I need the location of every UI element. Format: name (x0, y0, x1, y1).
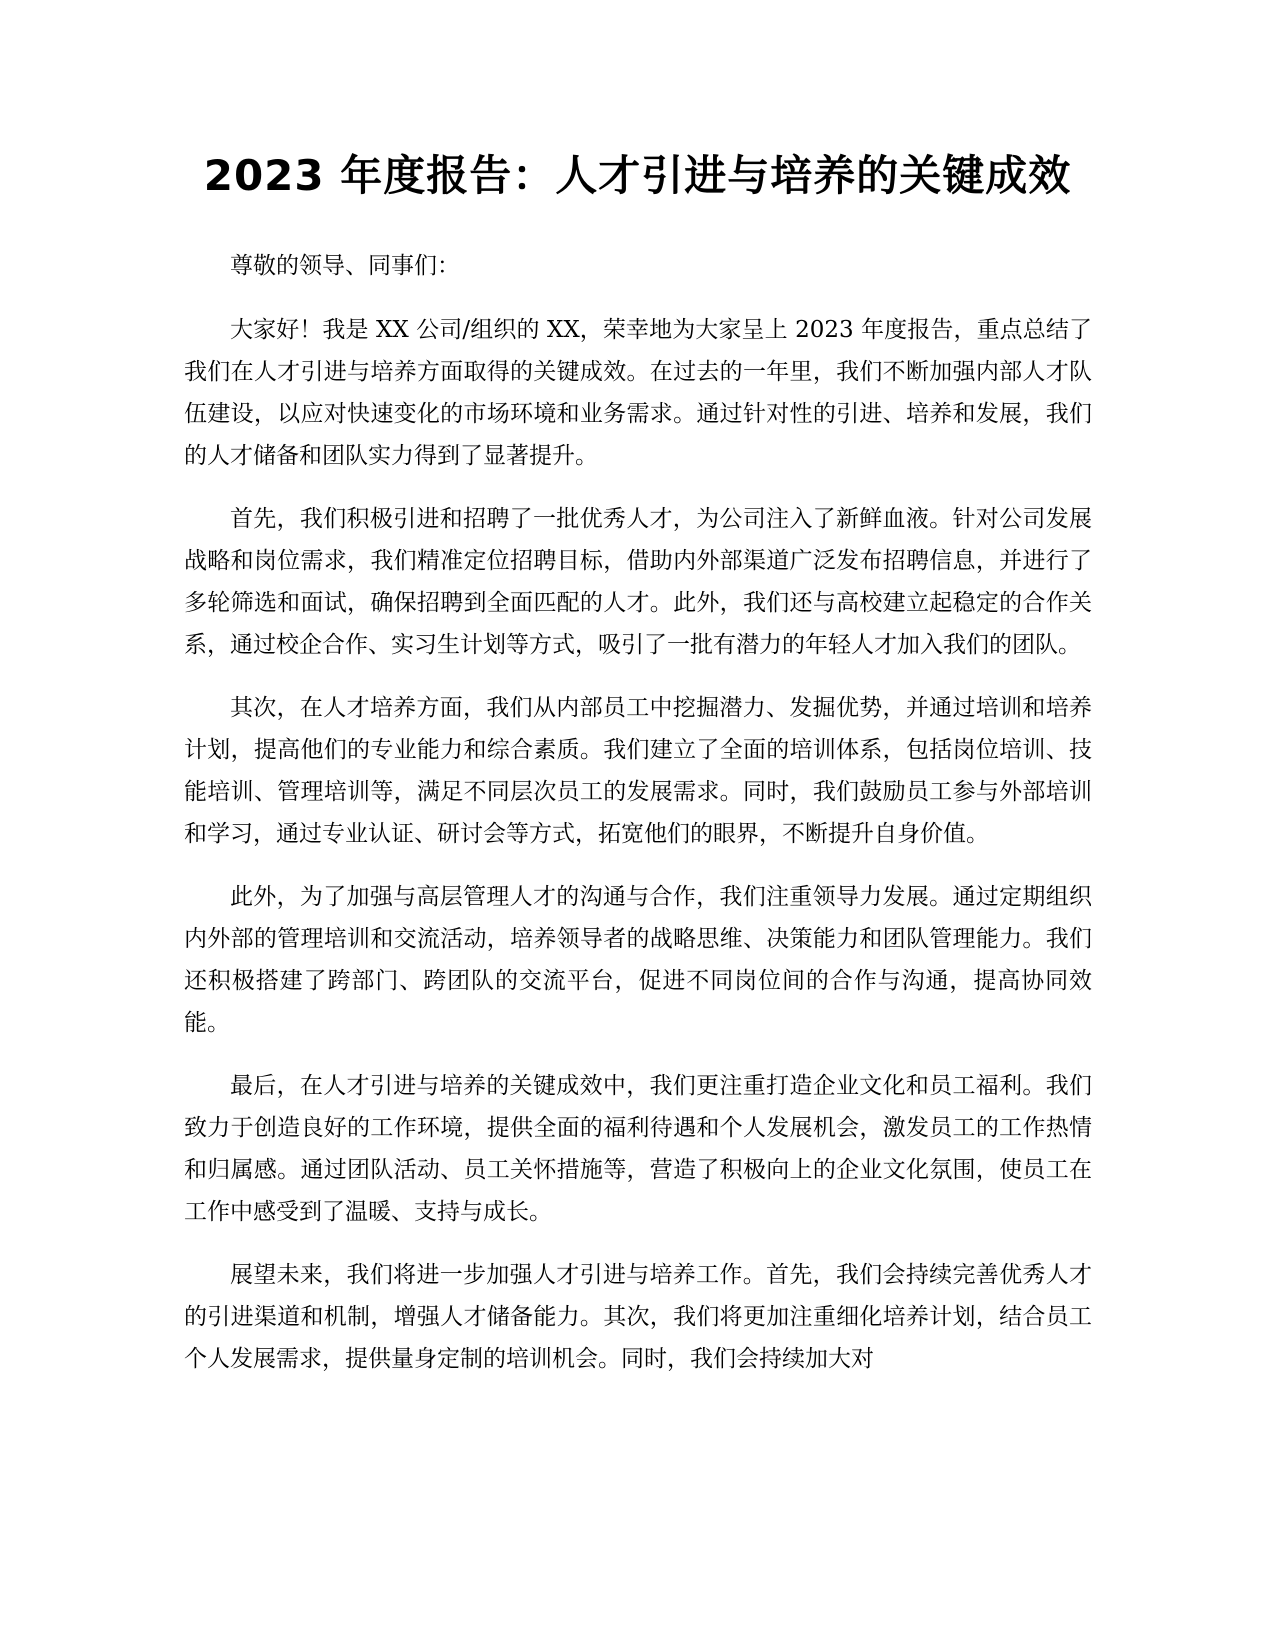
paragraph-training: 其次，在人才培养方面，我们从内部员工中挖掘潜力、发掘优势，并通过培训和培养计划，提高他们的专业能力和综合素质。我们建立了全面的培训体系，包括岗位培训、技能培训、管理培训等，满足不同层次员工的发展需求。同时，我们鼓励员工参与外部培训和学习，通过专业认证、研讨会等方式，拓宽他们的眼界，不断提升自身价值。 (184, 695, 1092, 847)
paragraph-culture: 最后，在人才引进与培养的关键成效中，我们更注重打造企业文化和员工福利。我们致力于创造良好的工作环境，提供全面的福利待遇和个人发展机会，激发员工的工作热情和归属感。通过团队活动、员工关怀措施等，营造了积极向上的企业文化氛围，使员工在工作中感受到了温暖、支持与成长。 (184, 1073, 1092, 1225)
document-body (184, 245, 1092, 1401)
paragraph-outlook: 展望未来，我们将进一步加强人才引进与培养工作。首先，我们会持续完善优秀人才的引进渠道和机制，增强人才储备能力。其次，我们将更加注重细化培养计划，结合员工个人发展需求，提供量身定制的培训机会。同时，我们会持续加大对 (184, 1262, 1092, 1372)
paragraph-greeting: 大家好！我是 XX 公司/组织的 XX，荣幸地为大家呈上 2023 年度报告，重点总结了我们在人才引进与培养方面取得的关键成效。在过去的一年里，我们不断加强内部人才队伍建设，以应对快速变化的市场环境和业务需求。通过针对性的引进、培养和发展，我们的人才储备和团队实力得到了显著提升。 (184, 317, 1092, 469)
document-title: 2023 年度报告：人才引进与培养的关键成效 (203, 151, 1072, 200)
paragraph-leadership: 此外，为了加强与高层管理人才的沟通与合作，我们注重领导力发展。通过定期组织内外部的管理培训和交流活动，培养领导者的战略思维、决策能力和团队管理能力。我们还积极搭建了跨部门、跨团队的交流平台，促进不同岗位间的合作与沟通，提高协同效能。 (184, 884, 1092, 1036)
paragraph-recruitment: 首先，我们积极引进和招聘了一批优秀人才，为公司注入了新鲜血液。针对公司发展战略和岗位需求，我们精准定位招聘目标，借助内外部渠道广泛发布招聘信息，并进行了多轮筛选和面试，确保招聘到全面匹配的人才。此外，我们还与高校建立起稳定的合作关系，通过校企合作、实习生计划等方式，吸引了一批有潜力的年轻人才加入我们的团队。 (184, 506, 1092, 658)
salutation: 尊敬的领导、同事们： (230, 253, 460, 279)
